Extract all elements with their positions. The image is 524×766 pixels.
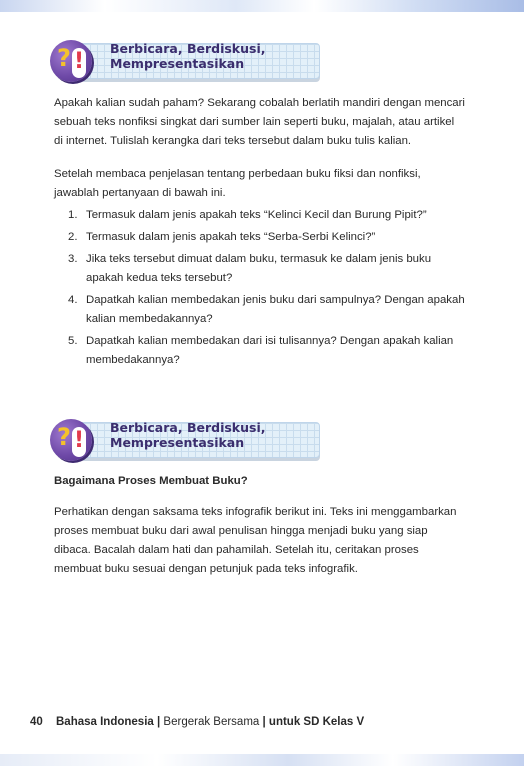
section-subheading: Bagaimana Proses Membuat Buku? [54, 475, 248, 487]
question-exclamation-icon: ? ! [50, 40, 92, 82]
paragraph-infographic: Perhatikan dengan saksama teks infografik berikut ini. Teks ini menggambarkan proses membuat buku dari awal penulisan hingga menjadi buku yang siap dibaca. Bacalah dalam hati dan pahamilah. Setelah itu, ceritakan proses membuat buku sesuai dengan petunjuk pada teks infografik. [54, 506, 457, 575]
footer-separator: | [157, 716, 161, 728]
question-list [54, 206, 466, 373]
bottom-decorative-band [0, 754, 524, 766]
banner-title-line1: Berbicara, Berdiskusi, [110, 41, 266, 56]
list-item: 3. Jika teks tersebut dimuat dalam buku, termasuk ke dalam jenis buku apakah kedua teks tersebut? [68, 253, 432, 284]
page-number: 40 [30, 716, 43, 728]
list-item: 2. Termasuk dalam jenis apakah teks “Serba-Serbi Kelinci?” [68, 231, 376, 243]
banner-title-line2: Mempresentasikan [110, 435, 245, 450]
paragraph-intro: Apakah kalian sudah paham? Sekarang cobalah berlatih mandiri dengan mencari sebuah teks nonfiksi singkat dari sumber lain seperti buku, majalah, atau artikel di internet. Tulislah kerangka dari teks tersebut dalam buku tulis kalian. [54, 97, 465, 147]
top-decorative-band [0, 0, 524, 12]
page-footer [30, 716, 364, 728]
paragraph-instruction: Setelah membaca penjelasan tentang perbedaan buku fiksi dan nonfiksi, jawablah pertanyaan di bawah ini. [54, 168, 421, 199]
footer-separator: | [262, 716, 266, 728]
banner-title [110, 420, 320, 450]
footer-subject: Bahasa Indonesia [56, 716, 154, 728]
list-item: 1. Termasuk dalam jenis apakah teks “Kelinci Kecil dan Burung Pipit?” [68, 209, 427, 221]
list-item: 5. Dapatkah kalian membedakan dari isi tulisannya? Dengan apakah kalian membedakannya? [68, 335, 454, 366]
list-item: 4. Dapatkah kalian membedakan jenis buku dari sampulnya? Dengan apakah kalian membedakannya? [68, 294, 465, 325]
banner-title-line1: Berbicara, Berdiskusi, [110, 420, 266, 435]
section-banner-2 [50, 419, 320, 461]
footer-book-title: Bergerak Bersama [163, 716, 260, 728]
footer-grade: untuk SD Kelas V [268, 716, 365, 728]
banner-title-line2: Mempresentasikan [110, 56, 245, 71]
question-exclamation-icon: ? ! [50, 419, 92, 461]
section-banner-1 [50, 40, 320, 82]
banner-title [110, 41, 320, 71]
